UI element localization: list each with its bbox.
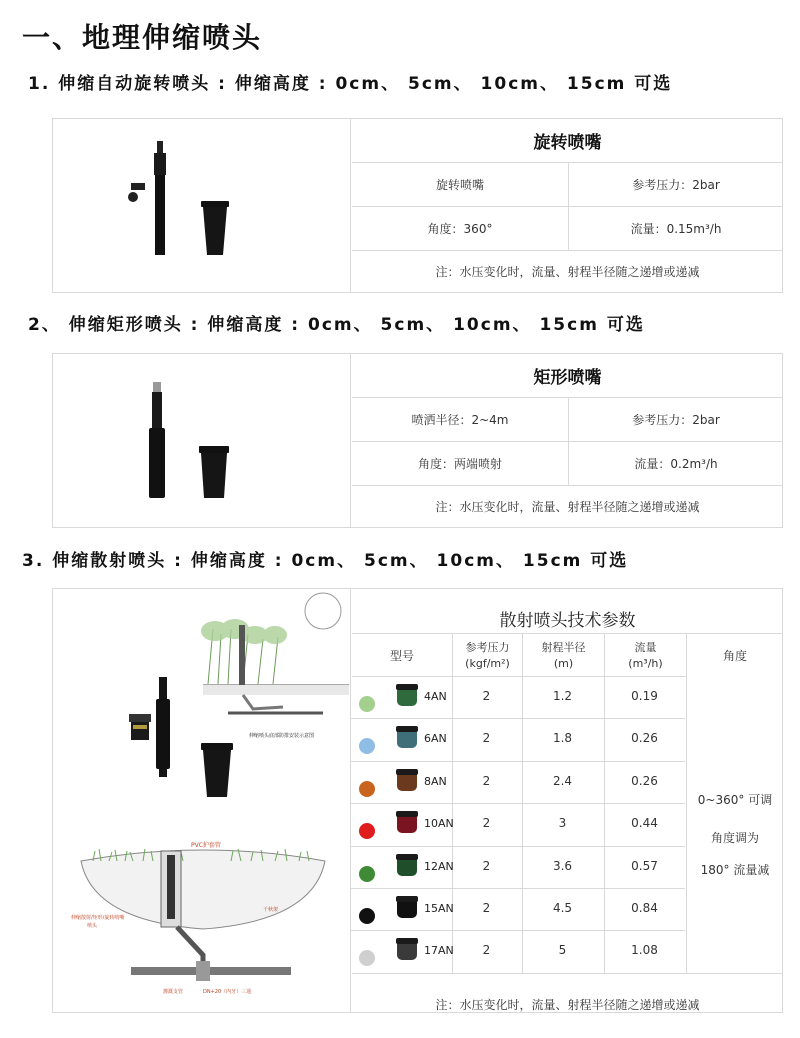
model-label: 10AN bbox=[424, 817, 454, 831]
color-dot bbox=[359, 866, 375, 882]
pressure-value: 2 bbox=[482, 731, 491, 746]
cell-r1c2: 参考压力：2bar bbox=[632, 413, 720, 427]
cell-r2c2: 流量：0.2m³/h bbox=[634, 457, 718, 471]
row-divider bbox=[351, 888, 685, 889]
nozzle-icon bbox=[397, 811, 417, 833]
model-label: 17AN bbox=[424, 944, 454, 958]
row-divider bbox=[351, 930, 685, 931]
table-title: 旋转喷嘴 bbox=[533, 133, 602, 153]
label-nozzle: 伸缩散射/矩形/旋转喷嘴 bbox=[71, 915, 125, 921]
pressure-value: 2 bbox=[482, 901, 491, 915]
rect-sprinkler-image bbox=[53, 354, 351, 527]
model-label: 15AN bbox=[424, 902, 454, 915]
cell-r1c1: 喷洒半径：2~4m bbox=[411, 413, 509, 427]
nozzle-icon bbox=[397, 896, 417, 918]
radius-value: 1.2 bbox=[552, 689, 573, 703]
nozzle-icon bbox=[397, 726, 417, 748]
spray-sprinkler-image bbox=[53, 589, 351, 1012]
cell-r2c2: 流量：0.15m³/h bbox=[630, 222, 722, 236]
page-title: 一、地理伸缩喷头 bbox=[22, 21, 263, 54]
model-label: 4AN bbox=[424, 690, 447, 703]
cell-r2c1: 角度：两端喷射 bbox=[417, 457, 502, 471]
cell-r2c1: 角度：360° bbox=[427, 222, 493, 236]
label-pipe: 灌溉支管 bbox=[163, 989, 184, 995]
table-note: 注：水压变化时，流量、射程半径随之递增或递减 bbox=[435, 997, 700, 1012]
section-1-panel bbox=[52, 118, 783, 293]
nozzle-icon bbox=[397, 769, 417, 791]
row-divider bbox=[351, 761, 685, 762]
section-2-heading: 2、 伸缩矩形喷头 : 伸缩高度 : 0cm、 5cm、 10cm、 15cm 可选 bbox=[28, 315, 645, 335]
flow-value: 0.26 bbox=[631, 731, 658, 746]
rotary-sprinkler-image bbox=[53, 119, 351, 292]
table-note: 注：水压变化时，流量、射程半径随之递增或递减 bbox=[435, 265, 700, 279]
pressure-value: 2 bbox=[482, 858, 491, 873]
model-label: 8AN bbox=[424, 774, 447, 788]
angle-line-3: 180° 流量减 bbox=[700, 862, 770, 877]
label-nozzle2: 喷头 bbox=[87, 923, 98, 929]
flow-value: 0.57 bbox=[631, 858, 658, 873]
label-tee: DN+20（内牙）三通 bbox=[203, 989, 252, 995]
pressure-value: 2 bbox=[482, 689, 491, 703]
cell-r1c1: 旋转喷嘴 bbox=[435, 178, 484, 192]
model-label: 12AN bbox=[424, 859, 454, 873]
header-flow-unit: (m³/h) bbox=[628, 656, 663, 670]
table-title: 矩形喷嘴 bbox=[533, 368, 602, 388]
radius-value: 2.4 bbox=[552, 773, 573, 788]
radius-value: 3 bbox=[558, 816, 567, 831]
flow-value: 0.44 bbox=[631, 816, 658, 831]
header-radius-unit: (m) bbox=[553, 656, 574, 670]
flow-value: 0.19 bbox=[631, 689, 658, 703]
label-joint: 千秋架 bbox=[263, 907, 279, 913]
table-note: 注：水压变化时，流量、射程半径随之递增或递减 bbox=[435, 500, 700, 514]
radius-value: 5 bbox=[558, 943, 567, 958]
header-pressure: 参考压力 bbox=[465, 640, 510, 654]
label-pvc: PVC护套管 bbox=[191, 842, 221, 849]
cell-r1c2: 参考压力：2bar bbox=[632, 178, 720, 192]
header-pressure-unit: (kgf/m²) bbox=[465, 656, 510, 670]
row-divider bbox=[351, 846, 685, 847]
header-model: 型号 bbox=[389, 648, 414, 663]
section-2-panel bbox=[52, 353, 783, 528]
radius-value: 1.8 bbox=[552, 731, 573, 746]
angle-line-1: 0~360° 可调 bbox=[697, 792, 773, 807]
pressure-value: 2 bbox=[482, 773, 491, 788]
header-flow: 流量 bbox=[634, 640, 657, 654]
radius-value: 3.6 bbox=[552, 858, 573, 873]
color-dot bbox=[359, 781, 375, 797]
pressure-value: 2 bbox=[482, 943, 491, 958]
radius-value: 4.5 bbox=[552, 901, 573, 915]
flow-value: 1.08 bbox=[631, 943, 658, 958]
flow-value: 0.84 bbox=[631, 901, 658, 915]
angle-line-2: 角度调为 bbox=[710, 830, 759, 845]
nozzle-icon bbox=[397, 684, 417, 706]
header-angle: 角度 bbox=[722, 648, 747, 663]
color-dot bbox=[359, 696, 375, 712]
table-title: 散射喷头技术参数 bbox=[499, 610, 636, 631]
model-label: 6AN bbox=[424, 732, 447, 746]
row-divider bbox=[351, 718, 685, 719]
section-1-heading: 1. 伸缩自动旋转喷头 : 伸缩高度 : 0cm、 5cm、 10cm、 15cm 可选 bbox=[28, 74, 673, 94]
row-divider bbox=[351, 803, 685, 804]
spray-install-diagrams bbox=[53, 589, 351, 1012]
flow-value: 0.26 bbox=[631, 773, 658, 788]
diagram-top-caption: 伸缩喷头底部防排安装示意图 bbox=[249, 733, 315, 739]
rect-sprinkler-illustration bbox=[53, 354, 351, 527]
header-radius: 射程半径 bbox=[541, 640, 586, 654]
nozzle-icon bbox=[397, 938, 417, 960]
section-3-heading: 3. 伸缩散射喷头 : 伸缩高度 : 0cm、 5cm、 10cm、 15cm 可选 bbox=[22, 551, 629, 571]
rotary-sprinkler-illustration bbox=[53, 119, 351, 292]
nozzle-icon bbox=[397, 854, 417, 876]
pressure-value: 2 bbox=[482, 816, 491, 831]
color-dot bbox=[359, 908, 375, 924]
